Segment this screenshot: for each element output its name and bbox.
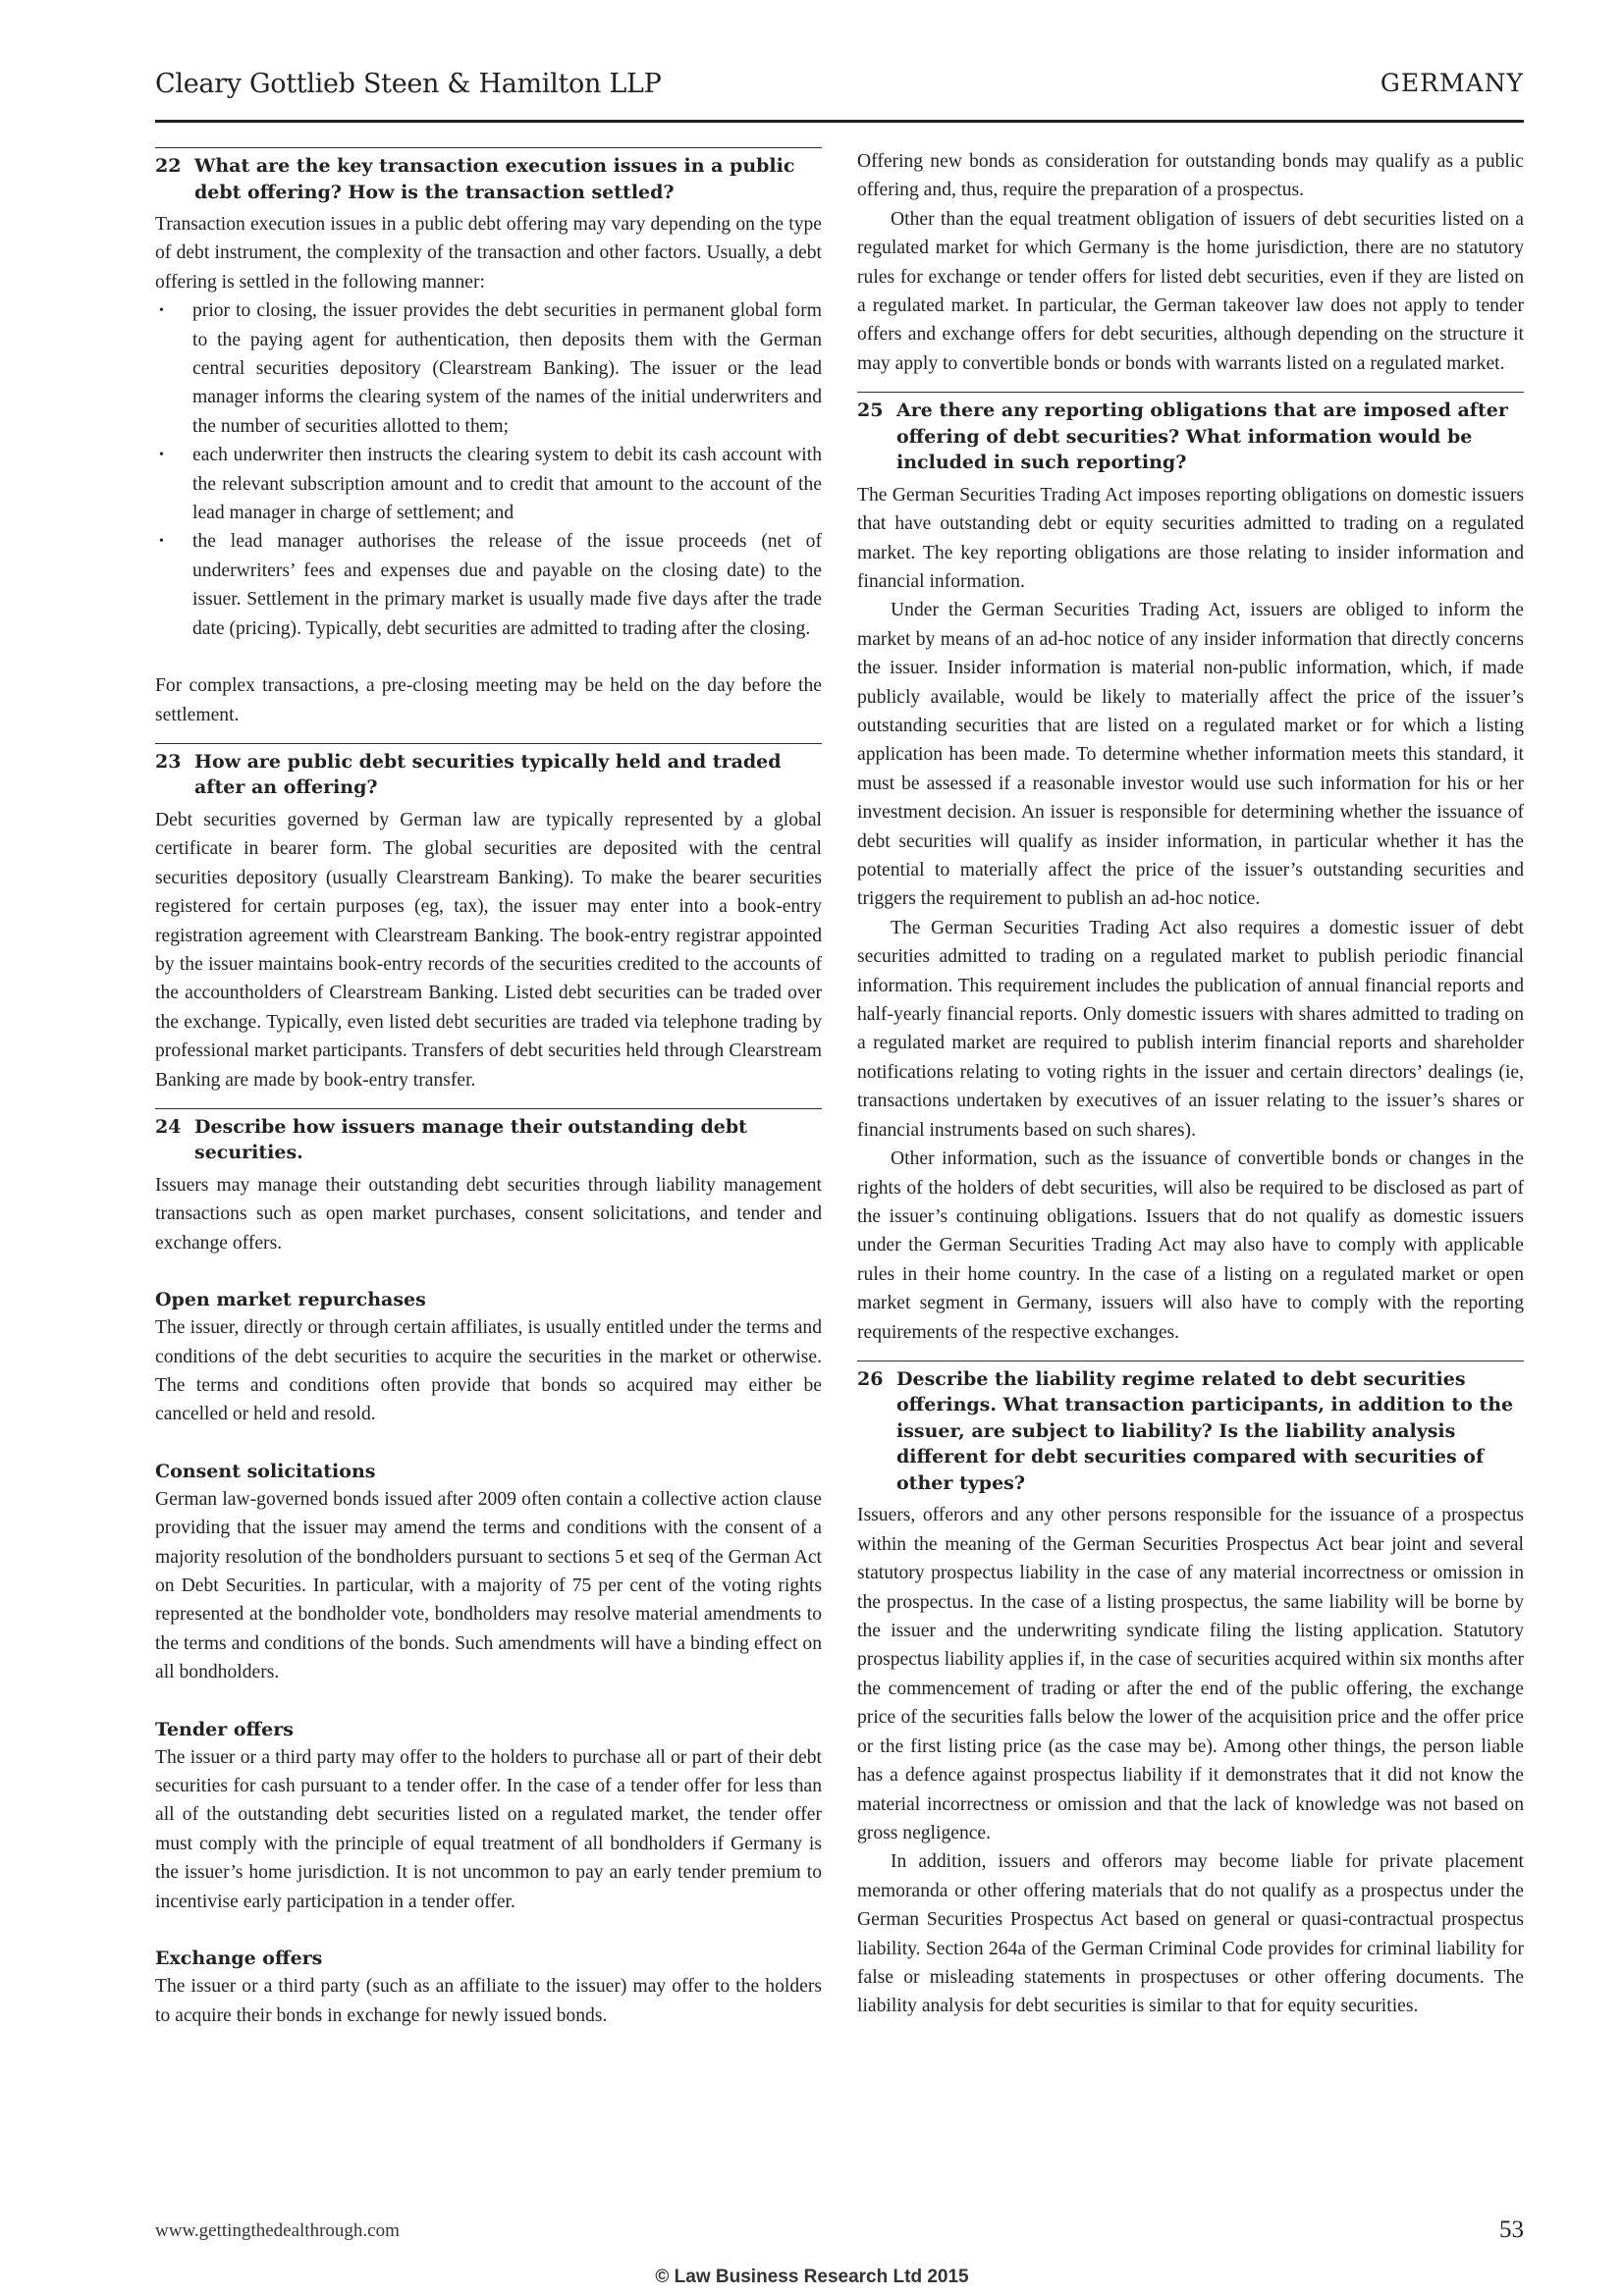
question-24-heading [155, 1108, 822, 1166]
subheading: Consent solicitations [155, 1460, 376, 1482]
question-number: 26 [857, 1367, 884, 1390]
right-column [857, 147, 1524, 2021]
firm-name: Cleary Gottlieb Steen & Hamilton LLP [155, 69, 662, 99]
copyright-notice: © Law Business Research Ltd 2015 [655, 2267, 969, 2287]
list-item: • each underwriter then instructs the clearing system to debit its cash account with the relevant subscription amount and to credit that amount to the account of the lead manager in charge of settlement; and [155, 441, 822, 527]
paragraph: The German Securities Trading Act imposes reporting obligations on domestic issuers that have outstanding debt or equity securities admitted to trading on a regulated market. The key reporting obligations are those relating to insider information and financial information. [857, 484, 1524, 592]
question-text: Describe how issuers manage their outstanding debt securities. [194, 1115, 747, 1164]
paragraph: In addition, issuers and offerors may become liable for private placement memoranda or other offering materials that do not qualify as a prospectus under the German Securities Prospectus Act based on general or quasi-contractual prospectus liability. Section 264a of the German Criminal Code provides for criminal liability for false or misleading statements in prospectuses or other offering documents. The liability analysis for debt securities is similar to that for equity securities. [857, 1851, 1524, 2017]
paragraph: Offering new bonds as consideration for outstanding bonds may qualify as a public offering and, thus, require the preparation of a prospectus. [857, 151, 1524, 201]
paragraph: Under the German Securities Trading Act, issuers are obliged to inform the market by means of an ad-hoc notice of any insider information that directly concerns the issuer. Insider information is material non-public information, which, if made publicly available, would be likely to materially affect the price of the issuer’s outstanding securities that are listed on a regulated market or for which a listing application has been made. To determine whether information meets this standard, it must be assessed if a reasonable investor would use such information for his or her investment decision. An issuer is responsible for determining whether the issuance of debt securities will qualify as insider information, in particular whether it has the potential to materially affect the price of the issuer’s outstanding securities and triggers the requirement to publish an ad-hoc notice. [857, 600, 1524, 910]
country-title: GERMANY [1380, 69, 1524, 97]
question-text: Are there any reporting obligations that are imposed after offering of debt securities? What information would be included in such reporting? [896, 400, 1508, 474]
list-item: • the lead manager authorises the release of the issue proceeds (net of underwriters’ fees and expenses due and payable on the closing date) to the issuer. Settlement in the primary market is usually made five days after the trade date (pricing). Typically, debt securities are admitted to trading after the closing. [155, 527, 822, 643]
paragraph: The issuer, directly or through certain affiliates, is usually entitled under the terms and conditions of the debt securities to acquire the securities in the market or otherwise. The terms and conditions often provide that bonds so acquired may either be cancelled or held and resold. [155, 1317, 822, 1425]
paragraph: The issuer or a third party may offer to the holders to purchase all or part of their debt securities for cash pursuant to a tender offer. In the case of a tender offer for less than all of the outstanding debt securities listed on a regulated market, the tender offer must comply with the principle of equal treatment of all bondholders if Germany is the issuer’s home jurisdiction. It is not uncommon to pay an early tender premium to incentivise early participation in a tender offer. [155, 1746, 822, 1912]
page-number: 53 [1499, 2216, 1524, 2243]
paragraph: The German Securities Trading Act also requires a domestic issuer of debt securities admitted to trading on a regulated market to publish periodic financial information. This requirement includes the publication of annual financial reports and half-yearly financial reports. Only domestic issuers with shares admitted to trading on a regulated market are required to publish interim financial reports and shareholder notifications relating to voting rights in the issuer and certain directors’ dealings (ie, transactions undertaken by executives of an issuer relating to the issuer’s shares or financial instruments based on such shares). [857, 917, 1524, 1141]
website-link[interactable]: www.gettingthedealthrough.com [155, 2220, 400, 2241]
paragraph: Issuers, offerors and any other persons responsible for the issuance of a prospectus within the meaning of the German Securities Prospectus Act bear joint and several statutory prospectus liability in the case of any material incorrectness or omission in the prospectus. In the case of a listing prospectus, the same liability will be borne by the issuer and the underwriting syndicate filing the listing application. Statutory prospectus liability applies if, in the case of securities acquired within six months after the commencement of trading or after the end of the public offering, the exchange price of the securities falls below the lower of the acquisition price and the offer price or the first listing price (as the case may be). Among other things, the person liable has a defence against prospectus liability if it demonstrates that it did not know the material incorrectness or omission and that the lack of knowledge was not based on gross negligence. [857, 1505, 1524, 1843]
bullet-list [155, 296, 822, 643]
paragraph: Issuers may manage their outstanding debt securities through liability management transactions such as open market purchases, consent solicitations, and tender and exchange offers. [155, 1174, 822, 1254]
paragraph: Debt securities governed by German law are typically represented by a global certificate in bearer form. The global securities are deposited with the central securities depository (usually Clearstream Banking). To make the bearer securities registered for certain purposes (eg, tax), the issuer may enter into a book-entry registration agreement with Clearstream Banking. The book-entry registrar appointed by the issuer maintains book-entry records of the securities credited to the accounts of the accountholders of Clearstream Banking. Listed debt securities can be traded over the exchange. Typically, even listed debt securities are traded via telephone trading by professional market participants. Transfers of debt securities held through Clearstream Banking are made by book-entry transfer. [155, 809, 822, 1091]
question-22-heading [155, 147, 822, 205]
paragraph: Other information, such as the issuance of convertible bonds or changes in the rights of the holders of debt securities, will also be required to be disclosed as part of the issuer’s continuing obligations. Issuers that do not qualify as domestic issuers under the German Securities Trading Act may also have to comply with applicable rules in their home country. In the case of a listing on a regulated market or open market segment in Germany, issuers will also have to comply with the reporting requirements of the respective exchanges. [857, 1148, 1524, 1343]
subheading: Exchange offers [155, 1948, 323, 1970]
question-number: 22 [155, 155, 182, 177]
question-23-heading [155, 743, 822, 801]
question-number: 25 [857, 400, 884, 422]
paragraph: The issuer or a third party (such as an affiliate to the issuer) may offer to the holders to acquire their bonds in exchange for newly issued bonds. [155, 1976, 822, 2026]
left-column [155, 147, 822, 2030]
list-item: • prior to closing, the issuer provides the debt securities in permanent global form to the paying agent for authentication, then deposits them with the German central securities depository (Clearstream Banking). The issuer or the lead manager informs the clearing system of the names of the initial underwriters and the number of securities allotted to them; [155, 296, 822, 441]
subheading: Open market repurchases [155, 1289, 426, 1311]
question-text: Describe the liability regime related to debt securities offerings. What transaction participants, in addition to the issuer, are subject to liability? Is the liability analysis different for debt securities compared with securities of other types? [896, 1367, 1514, 1494]
paragraph: For complex transactions, a pre-closing meeting may be held on the day before the settlement. [155, 675, 822, 725]
question-text: What are the key transaction execution issues in a public debt offering? How is the transaction settled? [194, 155, 795, 203]
paragraph: Other than the equal treatment obligation of issuers of debt securities listed on a regulated market for which Germany is the home jurisdiction, there are no statutory rules for exchange or tender offers for listed debt securities, even if they are listed on a regulated market. In particular, the German takeover law does not apply to tender offers and exchange offers for debt securities, although depending on the structure it may apply to convertible bonds or bonds with warrants listed on a regulated market. [857, 208, 1524, 374]
paragraph: Transaction execution issues in a public debt offering may vary depending on the type of debt instrument, the complexity of the transaction and other factors. Usually, a debt offering is settled in the following manner: [155, 214, 822, 293]
subheading: Tender offers [155, 1718, 294, 1740]
question-text: How are public debt securities typically held and traded after an offering? [194, 750, 782, 799]
question-25-heading [857, 392, 1524, 476]
question-number: 24 [155, 1115, 182, 1138]
question-number: 23 [155, 750, 182, 773]
page-header [155, 61, 1524, 123]
paragraph: German law-governed bonds issued after 2009 often contain a collective action clause providing that the issuer may amend the terms and conditions with the consent of a majority resolution of the bondholders pursuant to sections 5 et seq of the German Act on Debt Securities. In particular, with a majority of 75 per cent of the voting rights represented at the bondholder vote, bondholders may resolve material amendments to the terms and conditions of the bonds. Such amendments will have a binding effect on all bondholders. [155, 1488, 822, 1683]
question-26-heading [857, 1361, 1524, 1497]
